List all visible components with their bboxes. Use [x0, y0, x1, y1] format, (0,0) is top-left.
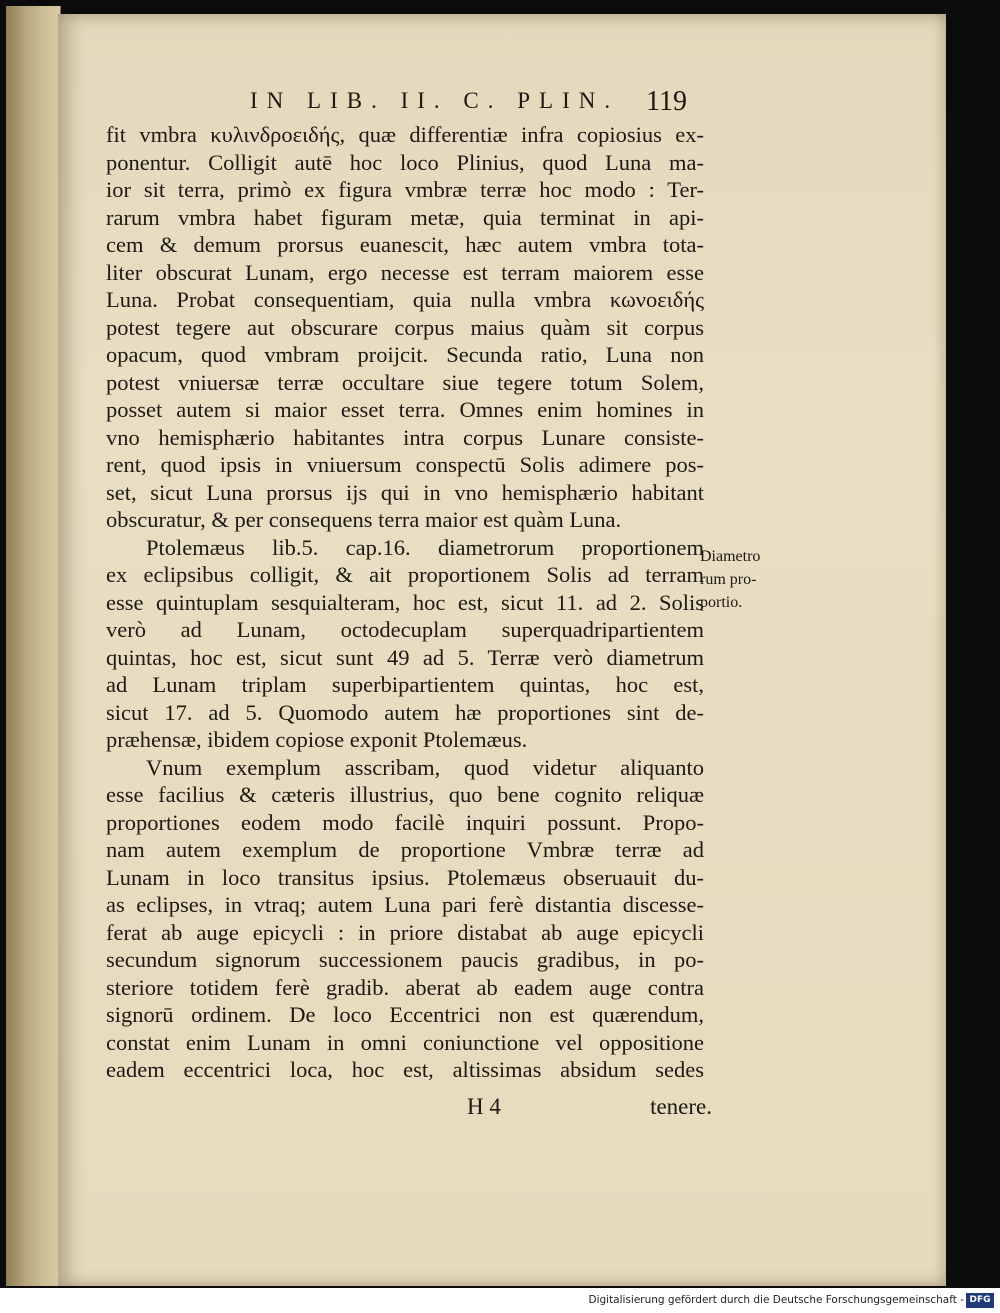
text-line: secundum signorum successionem paucis gradibus, in po- — [106, 947, 704, 972]
text-line: nam autem exemplum de proportione Vmbræ terræ ad — [106, 837, 704, 862]
text-line: ior sit terra, primò ex figura vmbræ terræ hoc modo : Ter- — [106, 177, 704, 202]
text-line: vno hemisphærio habitantes intra corpus Lunare consiste- — [106, 424, 704, 450]
signature-mark: H 4 — [467, 1094, 501, 1119]
text-line: potest vniuersæ terræ occultare siue tegere totum Solem, — [106, 369, 704, 395]
digitization-footer — [0, 1289, 1000, 1313]
body-text — [106, 121, 704, 1084]
text-line: cem & demum prorsus euanescit, hæc autem vmbra tota- — [106, 232, 704, 257]
text-line: quintas, hoc est, sicut sunt 49 ad 5. Terræ verò diametrum — [106, 644, 704, 670]
text-line: ad Lunam triplam superbipartientem quintas, hoc est, — [106, 672, 704, 697]
text-line: verò ad Lunam, octodecuplam superquadripartientem — [106, 617, 704, 642]
text-line: liter obscurat Lunam, ergo necesse est terram maiorem esse — [106, 259, 704, 285]
marginal-note-line: rum pro- — [700, 571, 757, 588]
dfg-logo: DFG — [966, 1293, 994, 1308]
marginal-note — [700, 545, 796, 614]
previous-leaf-edge — [6, 6, 61, 1286]
text-line: proportiones eodem modo facilè inquiri possunt. Propo- — [106, 809, 704, 835]
text-line: Ptolemæus lib.5. cap.16. diametrorum proportionem — [146, 534, 704, 560]
marginal-note-line: portio. — [700, 594, 743, 611]
text-line: posset autem si maior esset terra. Omnes enim homines in — [106, 397, 704, 422]
text-line: rarum vmbra habet figuram metæ, quia terminat in api- — [106, 204, 704, 230]
text-line: Vnum exemplum asscribam, quod videtur aliquanto — [146, 754, 704, 780]
text-line: ferat ab auge epicycli : in priore distabat ab auge epicycli — [106, 919, 704, 945]
text-line: obscuratur, & per consequens terra maior est quàm Luna. — [106, 507, 622, 532]
page-number: 119 — [646, 86, 687, 117]
text-line: ex eclipsibus colligit, & ait proportionem Solis ad terram — [106, 562, 704, 587]
text-line: potest tegere aut obscurare corpus maius quàm sit corpus — [106, 314, 704, 340]
text-line: steriore totidem ferè gradib. aberat ab eadem auge contra — [106, 974, 704, 1000]
text-line: fit vmbra κυλινδροειδής, quæ differentiæ infra copiosius ex- — [106, 122, 704, 147]
text-line: constat enim Lunam in omni coniunctione vel oppositione — [106, 1029, 704, 1055]
text-line: sicut 17. ad 5. Quomodo autem hæ proportiones sint de- — [106, 699, 704, 725]
text-line: opacum, quod vmbram proijcit. Secunda ratio, Luna non — [106, 342, 704, 367]
text-line: eadem eccentrici loca, hoc est, altissimas absidum sedes — [106, 1057, 704, 1082]
text-line: Luna. Probat consequentiam, quia nulla vmbra κωνοειδής — [106, 287, 704, 312]
catchword: tenere. — [650, 1094, 712, 1119]
text-line: præhensæ, ibidem copiose exponit Ptolemæus. — [106, 727, 528, 752]
running-head: IN LIB. II. C. PLIN. — [250, 88, 620, 113]
text-line: ponentur. Colligit autē hoc loco Plinius, quod Luna ma- — [106, 149, 704, 175]
text-line: set, sicut Luna prorsus ijs qui in vno hemisphærio habitant — [106, 479, 704, 505]
footer-credit: Digitalisierung gefördert durch die Deutsche Forschungsgemeinschaft - — [588, 1294, 964, 1306]
text-line: rent, quod ipsis in vniuersum conspectū Solis adimere pos- — [106, 452, 704, 477]
text-line: Lunam in loco transitus ipsius. Ptolemæus obseruauit du- — [106, 864, 704, 890]
text-line: esse quintuplam sesquialteram, hoc est, sicut 11. ad 2. Solis — [106, 589, 704, 615]
marginal-note-line: Diametro — [700, 548, 761, 565]
text-line: as eclipses, in vtraq; autem Luna pari ferè distantia discesse- — [106, 892, 704, 917]
text-line: esse facilius & cæteris illustrius, quo bene cognito reliquæ — [106, 782, 704, 807]
text-line: signorū ordinem. De loco Eccentrici non est quærendum, — [106, 1002, 704, 1027]
